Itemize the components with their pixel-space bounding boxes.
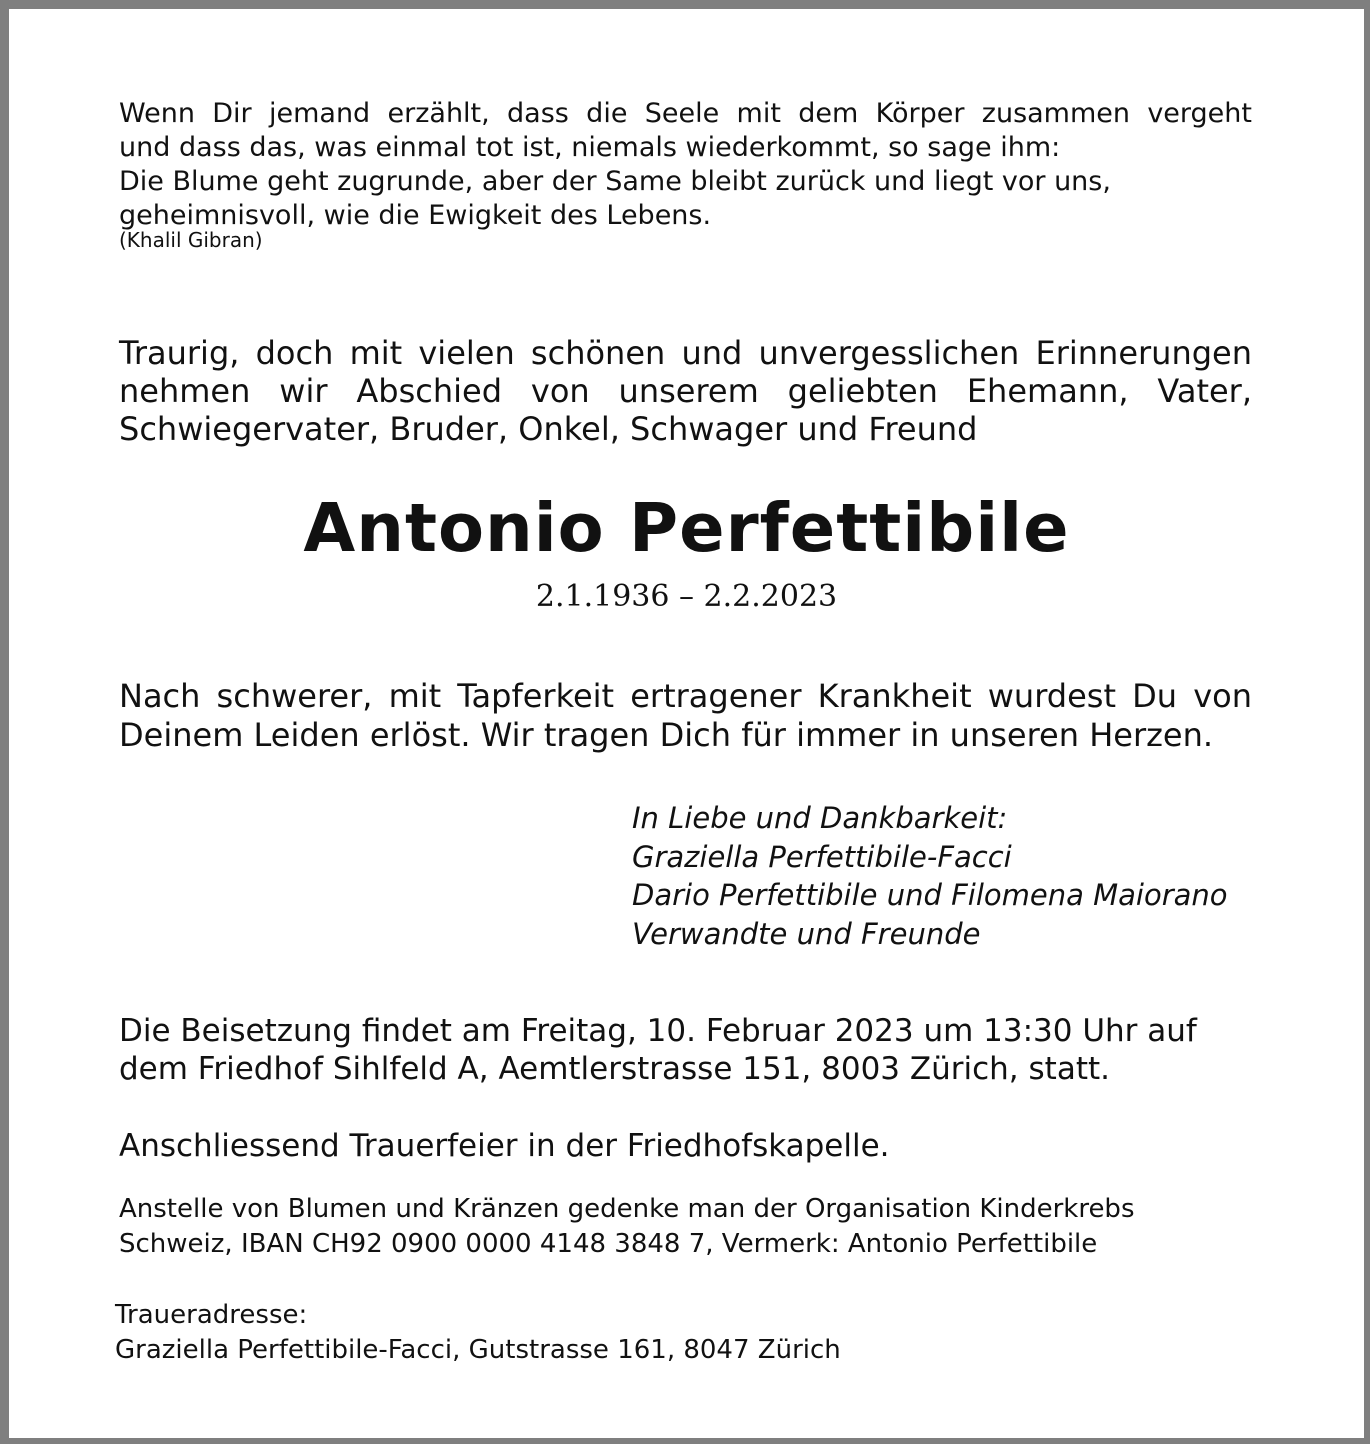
illness-text: [119, 677, 1252, 755]
quote-line: geheimnisvoll, wie die Ewigkeit des Lebens.: [119, 200, 712, 231]
signature-name: Dario Perfettibile und Filomena Maiorano: [632, 878, 1228, 912]
donation-info: [119, 1192, 1135, 1261]
illness-line: Nach schwerer, mit Tapferkeit ertragener Krankheit wurdest Du von: [119, 677, 1252, 715]
life-dates: 2.1.1936 – 2.2.2023: [535, 579, 838, 614]
signature-name: Graziella Perfettibile-Facci: [632, 839, 1012, 874]
quote-line: Wenn Dir jemand erzählt, dass die Seele mit dem Körper zusammen vergeht: [119, 98, 1252, 129]
donation-line: Schweiz, IBAN CH92 0900 0000 4148 3848 7, Vermerk: Antonio Perfettibile: [119, 1228, 1098, 1259]
address-label: Traueradresse:: [115, 1300, 308, 1330]
quote-line: und dass das, was einmal tot ist, niemals wiederkommt, so sage ihm:: [119, 132, 1061, 163]
service-info: Anschliessend Trauerfeier in der Friedhofskapelle.: [119, 1128, 890, 1164]
address-value: Graziella Perfettibile-Facci, Gutstrasse 161, 8047 Zürich: [115, 1334, 841, 1365]
mourning-address: [115, 1298, 841, 1367]
quote-line: Die Blume geht zugrunde, aber der Same bleibt zurück und liegt vor uns,: [119, 166, 1111, 197]
intro-line: Traurig, doch mit vielen schönen und unvergesslichen Erinnerungen: [119, 334, 1252, 372]
donation-line: Anstelle von Blumen und Kränzen gedenke man der Organisation Kinderkrebs: [119, 1194, 1135, 1224]
signature-name: Verwandte und Freunde: [632, 916, 981, 951]
signatures: [632, 799, 1228, 953]
deceased-name: Antonio Perfettibile: [303, 489, 1070, 567]
funeral-line: dem Friedhof Sihlfeld A, Aemtlerstrasse 151, 8003 Zürich, statt.: [119, 1051, 1110, 1087]
intro-line: nehmen wir Abschied von unserem geliebten Ehemann, Vater,: [119, 372, 1252, 410]
quote-author: (Khalil Gibran): [119, 228, 263, 252]
intro-text: [119, 334, 1252, 448]
signatures-heading: In Liebe und Dankbarkeit:: [632, 801, 1008, 835]
gibran-quote: [119, 97, 1252, 233]
intro-line: Schwiegervater, Bruder, Onkel, Schwager und Freund: [119, 410, 978, 448]
funeral-line: Die Beisetzung findet am Freitag, 10. Februar 2023 um 13:30 Uhr auf: [119, 1013, 1197, 1049]
illness-line: Deinem Leiden erlöst. Wir tragen Dich für immer in unseren Herzen.: [119, 716, 1214, 754]
funeral-info: [119, 1012, 1197, 1088]
